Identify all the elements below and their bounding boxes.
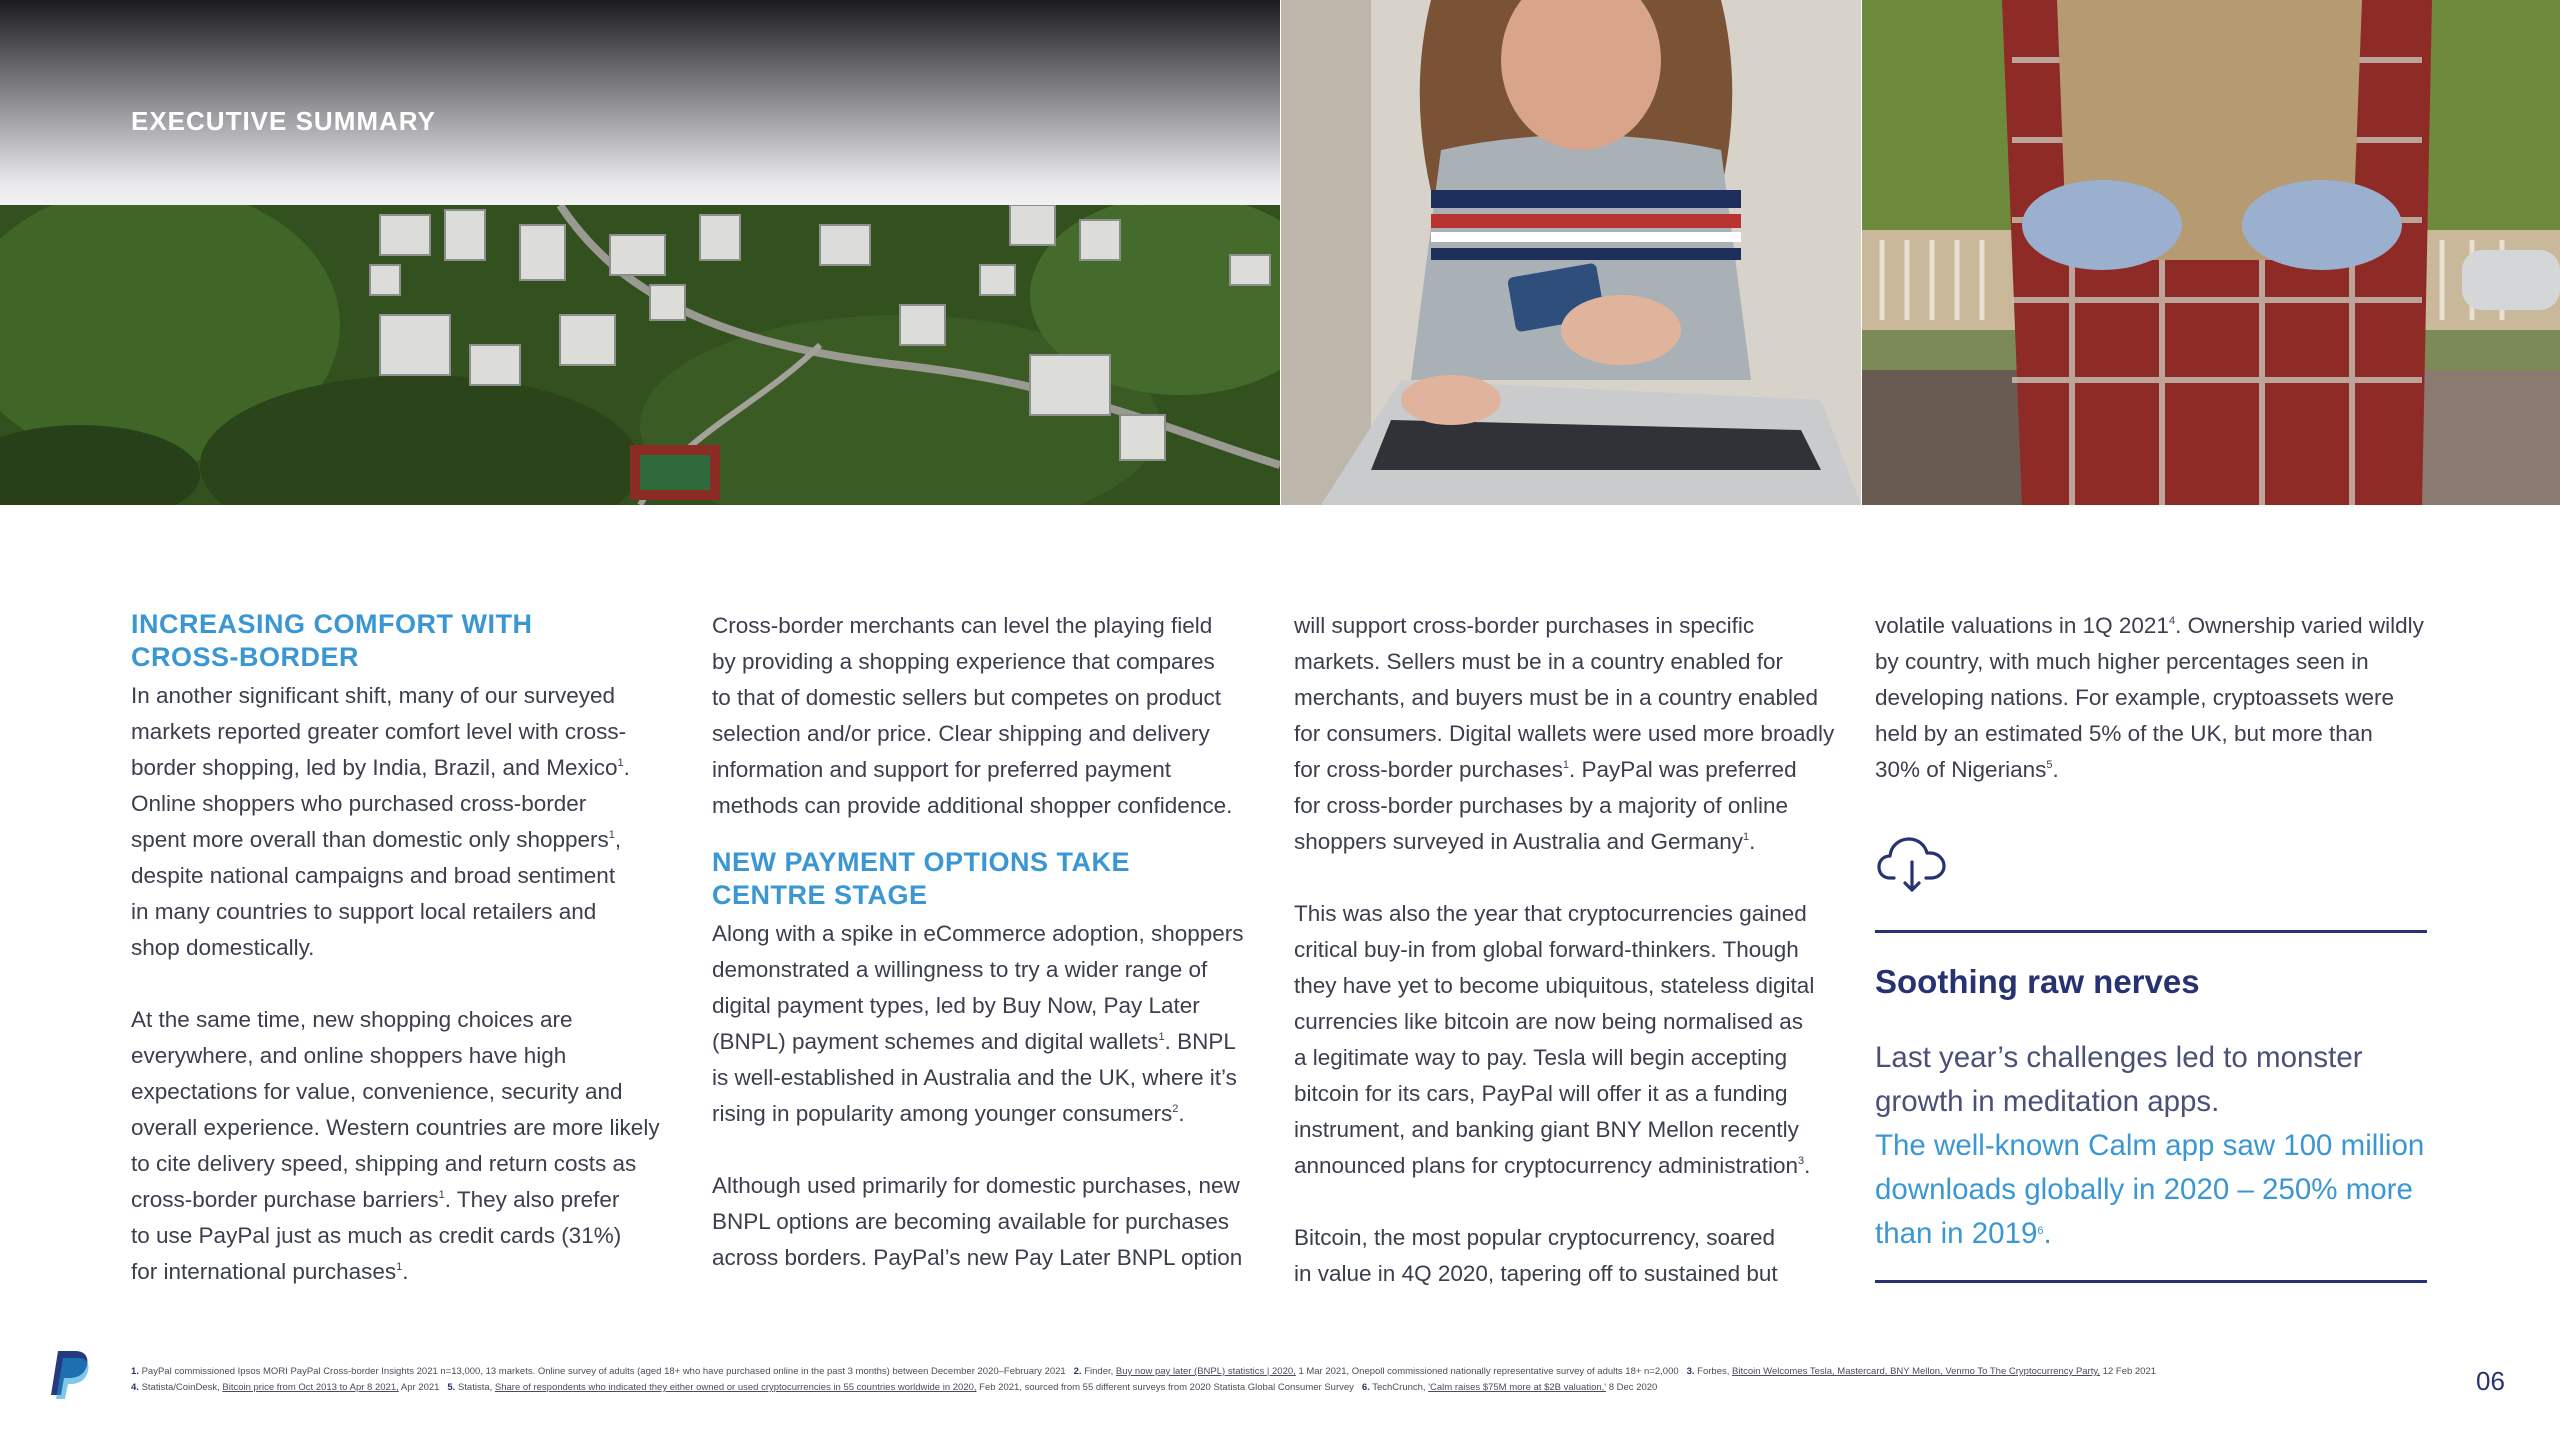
callout-line: growth in meditation apps. [1875, 1085, 2220, 1118]
delivery-parcel-illustration [1862, 0, 2560, 505]
text-line: shoppers surveyed in Australia and Germany [1294, 829, 1743, 854]
paragraph [1875, 608, 2435, 788]
footnote-link[interactable]: 'Calm raises $75M more at $2B valuation,' [1428, 1382, 1607, 1393]
footnote-ref: 2 [1172, 1103, 1179, 1115]
text-line: they have yet to become ubiquitous, stateless digital [1294, 973, 1815, 998]
footnote-ref: 6 [2037, 1225, 2044, 1237]
cloud-download-icon [1876, 832, 1948, 896]
text-line: across borders. PayPal’s new Pay Later BNPL option [712, 1245, 1243, 1270]
header-gradient [0, 0, 1280, 205]
punctuation: . [623, 755, 630, 780]
heading-line: CROSS-BORDER [131, 642, 360, 672]
woman-laptop-illustration [1281, 0, 1861, 505]
footnote-line [131, 1380, 2391, 1396]
footnote-ref: 3 [1798, 1155, 1805, 1167]
footnote-text: 12 Feb 2021 [2102, 1366, 2157, 1377]
callout-title: Soothing raw nerves [1875, 963, 2200, 1000]
footnote-link[interactable]: Share of respondents who indicated they either owned or used cryptocurrencies in 55 countries worldwide in 2020, [494, 1382, 977, 1393]
heading-line: NEW PAYMENT OPTIONS TAKE [712, 847, 1131, 877]
text-line: is well-established in Australia and the UK, where it’s [712, 1065, 1237, 1090]
footnote-ref: 4 [2168, 615, 2176, 627]
footnote-text: 1 Mar 2021, Onepoll commissioned nationally representative survey of adults 18+ n=2,000 [1298, 1366, 1679, 1377]
text-line: methods can provide additional shopper confidence. [712, 793, 1233, 818]
text-line: cross-border purchase barriers [131, 1187, 439, 1212]
column-2 [712, 608, 1272, 1276]
text-line: shop domestically. [131, 935, 315, 960]
callout-highlight-line: than in 2019 [1875, 1217, 2038, 1250]
footnote-link[interactable]: Bitcoin Welcomes Tesla, Mastercard, BNY Mellon, Venmo To The Cryptocurrency Party, [1732, 1366, 2101, 1377]
page-number: 06 [2476, 1366, 2505, 1396]
text-line: volatile valuations in 1Q 2021 [1875, 613, 2169, 638]
footnote-text: 8 Dec 2020 [1608, 1382, 1658, 1393]
footnote-text: Forbes, [1697, 1366, 1730, 1377]
text-line: . They also prefer [444, 1187, 620, 1212]
paragraph [131, 1002, 691, 1290]
footnote-text: Feb 2021, sourced from 55 different surveys from 2020 Statista Global Consumer Survey [979, 1382, 1354, 1393]
footnote-line [131, 1364, 2391, 1380]
footnote-text: PayPal commissioned Ipsos MORI PayPal Cross-border Insights 2021 n=13,000, 13 markets. Online survey of adults (aged 18+ who have purchased online in the past 3 months) between December 2020–February 2021 [141, 1366, 1066, 1377]
column-4 [1875, 608, 2435, 788]
text-line: rising in popularity among younger consumers [712, 1101, 1173, 1126]
paragraph [712, 916, 1272, 1132]
paragraph [712, 608, 1272, 824]
text-line: held by an estimated 5% of the UK, but more than [1875, 721, 2373, 746]
footnote-ref: 1 [1562, 759, 1569, 771]
punctuation: . [1804, 1153, 1811, 1178]
footnote-ref: 1 [617, 757, 624, 769]
text-line: markets reported greater comfort level with cross- [131, 719, 627, 744]
text-line: critical buy-in from global forward-thinkers. Though [1294, 937, 1799, 962]
footnote-number: 5. [447, 1382, 456, 1393]
text-line: for international purchases [131, 1259, 397, 1284]
delivery-parcel-photo [1862, 0, 2560, 505]
paragraph [712, 1168, 1272, 1276]
text-line: by providing a shopping experience that compares [712, 649, 1215, 674]
text-line: to use PayPal just as much as credit cards (31%) [131, 1223, 622, 1248]
text-line: (BNPL) payment schemes and digital wallets [712, 1029, 1159, 1054]
footnote-number: 1. [131, 1366, 139, 1377]
footnote-text: Statista/CoinDesk, [141, 1382, 220, 1393]
text-line: developing nations. For example, cryptoassets were [1875, 685, 2395, 710]
text-line: to that of domestic sellers but competes on product [712, 685, 1222, 710]
text-line: for cross-border purchases [1294, 757, 1563, 782]
footnotes [131, 1364, 2391, 1396]
text-line: a legitimate way to pay. Tesla will begin accepting [1294, 1045, 1788, 1070]
text-line: 30% of Nigerians [1875, 757, 2047, 782]
text-line: to cite delivery speed, shipping and return costs as [131, 1151, 637, 1176]
text-line: currencies like bitcoin are now being normalised as [1294, 1009, 1804, 1034]
text-line: This was also the year that cryptocurrencies gained [1294, 901, 1807, 926]
punctuation: . [1178, 1101, 1185, 1126]
text-line: overall experience. Western countries are more likely [131, 1115, 660, 1140]
text-line: spent more overall than domestic only shoppers [131, 827, 609, 852]
footnote-text: TechCrunch, [1372, 1382, 1426, 1393]
aerial-city-illustration [0, 205, 1280, 505]
footnote-text: Statista, [457, 1382, 493, 1393]
paypal-logo [48, 1349, 92, 1401]
text-line: will support cross-border purchases in specific [1294, 613, 1755, 638]
text-line: . BNPL [1164, 1029, 1236, 1054]
footnote-ref: 1 [438, 1189, 445, 1201]
text-line: . Ownership varied wildly [2175, 613, 2424, 638]
footnote-link[interactable]: Buy now pay later (BNPL) statistics | 2020, [1115, 1366, 1296, 1377]
footnote-number: 3. [1686, 1366, 1695, 1377]
footnote-ref: 1 [1743, 831, 1750, 843]
text-line: for consumers. Digital wallets were used more broadly [1294, 721, 1835, 746]
text-line: . PayPal was preferred [1568, 757, 1797, 782]
section-title: EXECUTIVE SUMMARY [131, 106, 436, 136]
heading-cross-border [131, 608, 691, 674]
text-line: Cross-border merchants can level the playing field [712, 613, 1213, 638]
text-line: Although used primarily for domestic purchases, new [712, 1173, 1240, 1198]
hero-image-strip [0, 0, 2560, 505]
woman-laptop-photo [1281, 0, 1861, 505]
callout-highlight-line: The well-known Calm app saw 100 million [1875, 1129, 2425, 1162]
text-line: demonstrated a willingness to try a wider range of [712, 957, 1208, 982]
punctuation: , [614, 827, 622, 852]
text-line: digital payment types, led by Buy Now, Pay Later [712, 993, 1200, 1018]
footnote-number: 4. [131, 1382, 139, 1393]
callout-line: Last year’s challenges led to monster [1875, 1041, 2363, 1074]
aerial-city-photo [0, 0, 1280, 505]
paragraph [1294, 608, 1854, 860]
paragraph [1294, 896, 1854, 1184]
punctuation: . [402, 1259, 409, 1284]
footnote-number: 6. [1361, 1382, 1370, 1393]
text-line: bitcoin for its cars, PayPal will offer it as a funding [1294, 1081, 1788, 1106]
footnote-text: Apr 2021 [400, 1382, 440, 1393]
heading-line: INCREASING COMFORT WITH [131, 609, 533, 639]
footnote-ref: 5 [2046, 759, 2053, 771]
text-line: in many countries to support local retailers and [131, 899, 597, 924]
footnote-ref: 1 [396, 1261, 403, 1273]
text-line: despite national campaigns and broad sentiment [131, 863, 616, 888]
heading-payment-options [712, 846, 1272, 912]
text-line: markets. Sellers must be in a country enabled for [1294, 649, 1783, 674]
footnote-link[interactable]: Bitcoin price from Oct 2013 to Apr 8 2021, [222, 1382, 399, 1393]
text-line: everywhere, and online shoppers have high [131, 1043, 567, 1068]
footnote-ref: 1 [1158, 1031, 1165, 1043]
callout-top-rule [1875, 930, 2427, 933]
callout-bottom-rule [1875, 1280, 2427, 1283]
heading-line: CENTRE STAGE [712, 880, 928, 910]
text-line: for cross-border purchases by a majority of online [1294, 793, 1788, 818]
text-line: Along with a spike in eCommerce adoption, shoppers [712, 921, 1244, 946]
text-line: At the same time, new shopping choices are [131, 1007, 573, 1032]
text-line: information and support for preferred payment [712, 757, 1171, 782]
text-line: border shopping, led by India, Brazil, and Mexico [131, 755, 618, 780]
column-1 [131, 608, 691, 1290]
callout-body [1875, 1036, 2435, 1256]
text-line: in value in 4Q 2020, tapering off to sustained but [1294, 1261, 1778, 1286]
text-line: merchants, and buyers must be in a country enabled [1294, 685, 1819, 710]
footnote-ref: 1 [608, 829, 615, 841]
paragraph [1294, 1220, 1854, 1292]
text-line: announced plans for cryptocurrency administration [1294, 1153, 1799, 1178]
callout-highlight-line: downloads globally in 2020 – 250% more [1875, 1173, 2413, 1206]
text-line: instrument, and banking giant BNY Mellon recently [1294, 1117, 1799, 1142]
paragraph [131, 678, 691, 966]
text-line: Online shoppers who purchased cross-border [131, 791, 587, 816]
text-line: selection and/or price. Clear shipping and delivery [712, 721, 1210, 746]
text-line: BNPL options are becoming available for purchases [712, 1209, 1229, 1234]
footnote-text: Finder, [1084, 1366, 1114, 1377]
column-3 [1294, 608, 1854, 1292]
text-line: Bitcoin, the most popular cryptocurrency, soared [1294, 1225, 1776, 1250]
punctuation: . [2052, 757, 2059, 782]
footnote-number: 2. [1073, 1366, 1082, 1377]
text-line: expectations for value, convenience, security and [131, 1079, 623, 1104]
text-line: In another significant shift, many of our surveyed [131, 683, 616, 708]
punctuation: . [2043, 1217, 2052, 1250]
text-line: by country, with much higher percentages seen in [1875, 649, 2369, 674]
punctuation: . [1749, 829, 1756, 854]
